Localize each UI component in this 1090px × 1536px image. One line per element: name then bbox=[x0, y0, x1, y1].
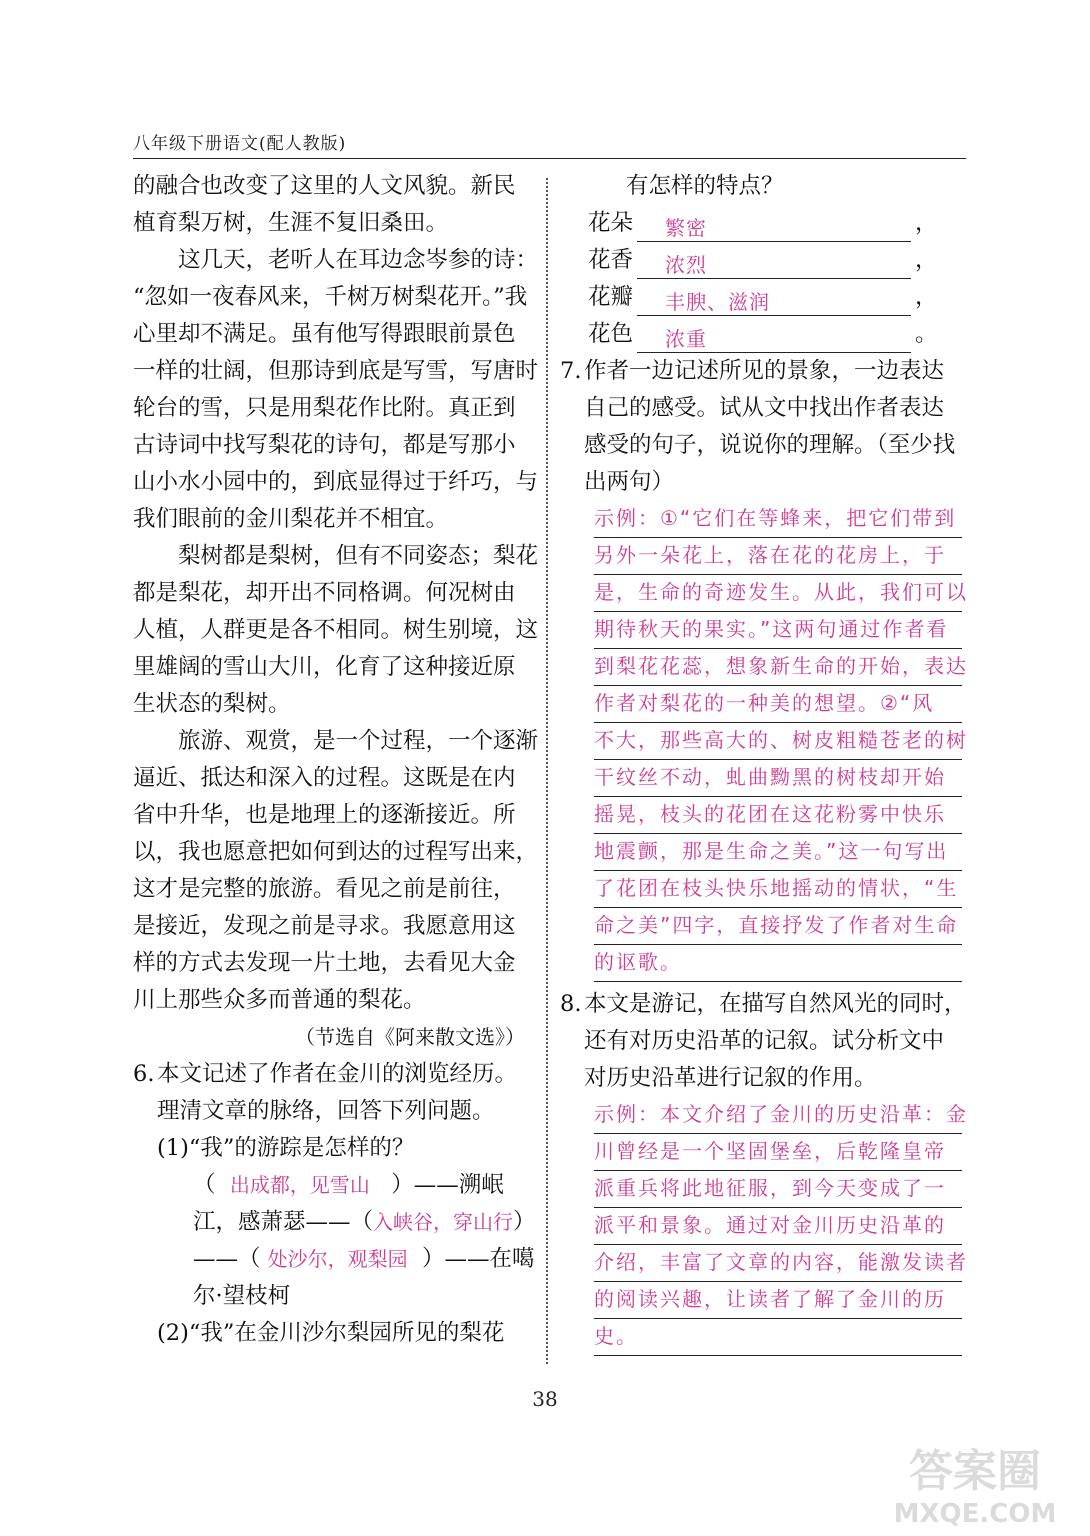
feature-label: 花香 bbox=[588, 247, 634, 273]
answer-route-2: 入峡谷，穿山行 bbox=[373, 1210, 514, 1234]
answer-line: 的讴歌。 bbox=[594, 945, 962, 982]
feature-label: 花色 bbox=[588, 321, 634, 347]
passage-line: 的融合也改变了这里的人文风貌。新民 bbox=[133, 173, 516, 199]
feature-answer: 浓烈 bbox=[637, 249, 911, 279]
passage-line: 都是梨花，却开出不同格调。何况树由 bbox=[133, 580, 516, 606]
answer-line: 摇晃，枝头的花团在这花粉雾中快乐 bbox=[594, 797, 962, 834]
route-text: 江，感萧瑟——（ bbox=[193, 1209, 374, 1235]
question-text: 理清文章的脉络，回答下列问题。 bbox=[157, 1098, 495, 1124]
answer-line: 期待秋天的果实。”这两句通过作者看 bbox=[594, 612, 962, 649]
bracket-open: （ bbox=[193, 1172, 216, 1198]
passage-text bbox=[133, 168, 539, 1019]
feature-punctuation: ， bbox=[915, 247, 938, 273]
question-text: 本文是游记，在描写自然风光的同时， bbox=[584, 991, 967, 1017]
question-text: 还有对历史沿革的记叙。试分析文中 bbox=[584, 1028, 945, 1054]
question-8 bbox=[560, 986, 968, 1356]
feature-row bbox=[560, 316, 962, 353]
answer-line: 示例：①“它们在等蜂来，把它们带到 bbox=[594, 501, 962, 538]
question-text: 自己的感受。试从文中找出作者表达 bbox=[584, 395, 945, 421]
question-number: 6. bbox=[133, 1061, 155, 1087]
feature-row bbox=[560, 205, 962, 242]
column-divider bbox=[546, 178, 548, 1364]
answer-line: 派平和景象。通过对金川历史沿革的 bbox=[594, 1208, 962, 1245]
answer-line: 到梨花花蕊，想象新生命的开始，表达 bbox=[594, 649, 962, 686]
question-text: 本文记述了作者在金川的浏览经历。 bbox=[157, 1061, 518, 1087]
left-column bbox=[133, 168, 539, 1352]
feature-answer: 浓重 bbox=[637, 323, 911, 353]
answer-line: 地震颤，那是生命之美。”这一句写出 bbox=[594, 834, 962, 871]
source-citation: （节选自《阿来散文选》） bbox=[295, 1025, 525, 1049]
passage-line: 人植，人群更是各不相同。树生别境，这 bbox=[133, 617, 539, 643]
passage-line: 梨树都是梨树，但有不同姿态；梨花 bbox=[178, 543, 539, 569]
question-text: 作者一边记述所见的景象，一边表达 bbox=[584, 358, 945, 384]
answer-line: 命之美”四字，直接抒发了作者对生命 bbox=[594, 908, 962, 945]
passage-line: 这才是完整的旅游。看见之前是前往， bbox=[133, 876, 516, 902]
right-column bbox=[560, 168, 968, 1356]
answer-line: 不大，那些高大的、树皮粗糙苍老的树 bbox=[594, 723, 962, 760]
question-text: 对历史沿革进行记叙的作用。 bbox=[584, 1065, 877, 1091]
route-line-2 bbox=[133, 1204, 536, 1241]
passage-line: 是接近，发现之前是寻求。我愿意用这 bbox=[133, 913, 516, 939]
question-text: 出两句） bbox=[584, 469, 675, 495]
header-rule bbox=[133, 158, 966, 159]
passage-line: 以，我也愿意把如何到达的过程写出来， bbox=[133, 839, 539, 865]
question-number: 7. bbox=[560, 358, 582, 384]
watermark-text: 答案圈 bbox=[909, 1446, 1041, 1497]
passage-line: 省中升华，也是地理上的逐渐接近。所 bbox=[133, 802, 516, 828]
answer-block bbox=[560, 1097, 968, 1356]
feature-punctuation: ， bbox=[915, 210, 938, 236]
question-text: 感受的句子，说说你的理解。（至少找 bbox=[584, 432, 956, 458]
answer-route-1: 出成都，见雪山 bbox=[229, 1173, 370, 1197]
feature-label: 花瓣 bbox=[588, 284, 634, 310]
feature-punctuation: 。 bbox=[915, 321, 938, 347]
passage-line: 旅游、观赏，是一个过程，一个逐渐 bbox=[178, 728, 539, 754]
passage-line: 山小水小园中的，到底显得过于纤巧，与 bbox=[133, 469, 539, 495]
feature-punctuation: ， bbox=[915, 284, 938, 310]
flower-features bbox=[560, 205, 962, 353]
passage-line: 生状态的梨树。 bbox=[133, 691, 291, 717]
passage-line: 样的方式去发现一片土地，去看见大金 bbox=[133, 950, 516, 976]
passage-line: 轮台的雪，只是用梨花作比附。真正到 bbox=[133, 395, 516, 421]
sub-question-2: (2)“我”在金川沙尔梨园所见的梨花 bbox=[157, 1320, 505, 1346]
route-line-1 bbox=[133, 1167, 525, 1204]
feature-answer: 繁密 bbox=[637, 212, 911, 242]
route-line-3 bbox=[133, 1241, 535, 1278]
answer-block bbox=[560, 501, 968, 982]
answer-line: 了花团在枝头快乐地摇动的情状，“生 bbox=[594, 871, 962, 908]
passage-line: 植育梨万树，生涯不复旧桑田。 bbox=[133, 210, 449, 236]
feature-label: 花朵 bbox=[588, 210, 634, 236]
feature-row bbox=[560, 242, 962, 279]
answer-line: 史。 bbox=[594, 1319, 962, 1356]
passage-line: “忽如一夜春风来，千树万树梨花开。”我 bbox=[133, 284, 528, 310]
answer-line: 派重兵将此地征服，到今天变成了一 bbox=[594, 1171, 962, 1208]
passage-line: 心里却不满足。虽有他写得跟眼前景色 bbox=[133, 321, 516, 347]
answer-line: 是，生命的奇迹发生。从此，我们可以 bbox=[594, 575, 962, 612]
answer-line: 另外一朵花上，落在花的花房上，于 bbox=[594, 538, 962, 575]
passage-line: 这几天，老听人在耳边念岑参的诗： bbox=[178, 247, 539, 273]
passage-line: 一样的壮阔，但那诗到底是写雪，写唐时 bbox=[133, 358, 539, 384]
answer-line: 作者对梨花的一种美的想望。②“风 bbox=[594, 686, 962, 723]
page-number: 38 bbox=[532, 1387, 558, 1411]
watermark-subtext: MXQE.COM bbox=[893, 1499, 1057, 1529]
question-number: 8. bbox=[560, 991, 582, 1017]
sub-question-1: (1)“我”的游踪是怎样的？ bbox=[157, 1135, 415, 1161]
answer-line: 示例：本文介绍了金川的历史沿革：金 bbox=[594, 1097, 962, 1134]
passage-line: 里雄阔的雪山大川，化育了这种接近原 bbox=[133, 654, 516, 680]
passage-line: 古诗词中找写梨花的诗句，都是写那小 bbox=[133, 432, 516, 458]
question-7 bbox=[560, 353, 968, 982]
question-6 bbox=[133, 1056, 536, 1352]
feature-answer: 丰腴、滋润 bbox=[637, 286, 911, 316]
answer-line: 的阅读兴趣，让读者了解了金川的历 bbox=[594, 1282, 962, 1319]
question-6-continued: 有怎样的特点？ bbox=[626, 173, 784, 199]
book-title: 八年级下册语文(配人教版) bbox=[133, 134, 347, 154]
bracket-close: ） bbox=[513, 1209, 536, 1235]
feature-row bbox=[560, 279, 962, 316]
answer-route-3: 处沙尔，观梨园 bbox=[267, 1247, 408, 1271]
bracket-open: ——（ bbox=[193, 1246, 261, 1272]
route-line-4: 尔·望枝柯 bbox=[193, 1283, 291, 1309]
passage-line: 我们眼前的金川梨花并不相宜。 bbox=[133, 506, 449, 532]
answer-line: 干纹丝不动，虬曲黝黑的树枝却开始 bbox=[594, 760, 962, 797]
passage-line: 川上那些众多而普通的梨花。 bbox=[133, 987, 426, 1013]
watermark-logo bbox=[875, 1438, 1080, 1528]
bracket-close: ）——溯岷 bbox=[391, 1172, 504, 1198]
answer-line: 川曾经是一个坚固堡垒，后乾隆皇帝 bbox=[594, 1134, 962, 1171]
bracket-close: ）——在噶 bbox=[421, 1246, 535, 1272]
passage-line: 逼近、抵达和深入的过程。这既是在内 bbox=[133, 765, 516, 791]
answer-line: 介绍，丰富了文章的内容，能激发读者 bbox=[594, 1245, 962, 1282]
